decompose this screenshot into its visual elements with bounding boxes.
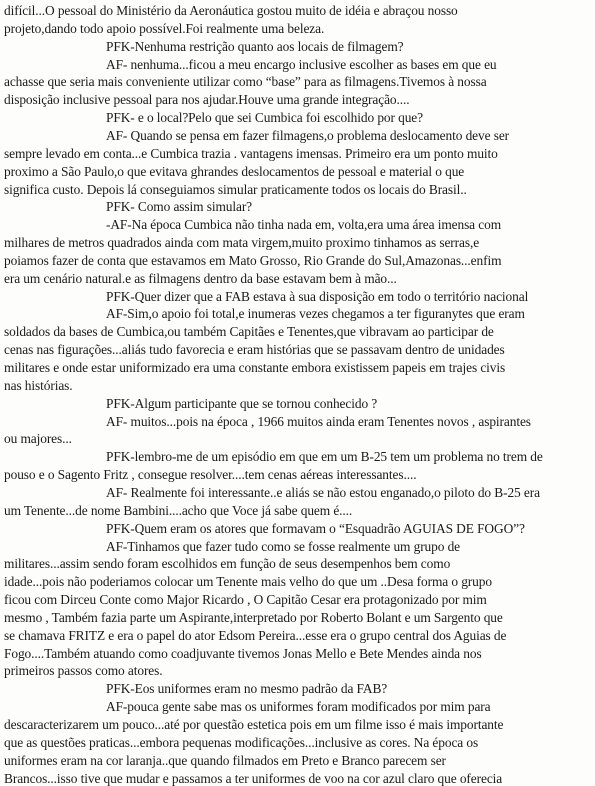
indented-text-line: AF-Tinhamos que fazer tudo como se fosse realmente um grupo de: [106, 538, 461, 554]
text-line: uniformes eram na cor laranja..que quando filmados em Preto e Branco parecem ser: [4, 752, 446, 768]
indented-text-line: AF-pouca gente sabe mas os uniformes foram modificados por mim para: [106, 699, 491, 715]
text-line: difícil...O pessoal do Ministério da Aeronáutica gostou muito de idéia e abraçou nosso: [4, 3, 458, 18]
indented-text-line: PFK-Eos uniformes eram no mesmo padrão da FAB?: [106, 681, 388, 697]
indented-text-line: AF-Sim,o apoio foi total,e inumeras vezes chegamos a ter figuranytes que eram: [106, 306, 525, 322]
text-line: pouso e o Sagento Fritz , consegue resolver....tem cenas aéreas interessantes....: [4, 467, 417, 483]
indented-text-line: PFK-Quer dizer que a FAB estava à sua disposição em todo o território nacional: [106, 288, 529, 304]
indented-text-line: AF- Realmente foi interessante..e aliás se não estou enganado,o piloto do B-25 era: [106, 484, 540, 500]
text-line: projeto,dando todo apoio possível.Foi realmente uma beleza.: [4, 20, 325, 36]
indented-text-line: PFK- e o local?Pelo que sei Cumbica foi escolhido por que?: [106, 110, 423, 126]
text-line: nas histórias.: [4, 377, 73, 393]
text-line: que as questões praticas...embora pequenas modificações...inclusive as cores. Na época os: [4, 734, 479, 750]
indented-text-line: AF- Quando se pensa em fazer filmagens,o problema deslocamento deve ser: [106, 127, 510, 143]
text-line: poiamos fazer de conta que estavamos em Mato Grosso, Rio Grande do Sul,Amazonas...enfim: [4, 252, 502, 268]
text-line: militares...assim sendo foram escolhidos em função de seus desempenhos bem como: [4, 556, 451, 572]
text-line: era um cenário natural.e as filmagens dentro da base estavam bem à mão...: [4, 270, 397, 286]
text-line: primeiros passos como atores.: [4, 663, 163, 679]
text-line: se chamava FRITZ e era o papel do ator Edsom Pereira...esse era o grupo central dos Aguias de: [4, 627, 507, 643]
text-line: Brancos...isso tive que mudar e passamos a ter uniformes de voo na cor azul claro que oferecia: [4, 770, 503, 786]
indented-text-line: AF- muitos...pois na época , 1966 muitos ainda eram Tenentes novos , aspirantes: [106, 413, 531, 429]
text-line: cenas nas figurações...aliás tudo favorecia e eram histórias que se passavam dentro de unidades: [4, 342, 505, 358]
indented-text-line: -AF-Na época Cumbica não tinha nada em, volta,era uma área imensa com: [106, 217, 502, 233]
text-line: idade...pois não poderiamos colocar um Tenente mais velho do que um ..Desa forma o grupo: [4, 574, 492, 590]
text-line: mesmo , Também fazia parte um Aspirante,interpretado por Roberto Bolant e um Sargento que: [4, 609, 503, 625]
indented-text-line: PFK-Quem eram os atores que formavam o “Esquadrão AGUIAS DE FOGO”?: [106, 520, 525, 536]
indented-text-line: PFK-Nenhuma restrição quanto aos locais de filmagem?: [106, 38, 404, 54]
indented-text-line: AF- nenhuma...ficou a meu encargo inclusive escolher as bases em que eu: [106, 56, 497, 72]
indented-text-line: PFK- Como assim simular?: [106, 199, 253, 215]
text-line: significa custo. Depois lá conseguiamos simular praticamente todos os locais do Brasil..: [4, 181, 467, 197]
indented-text-line: PFK-lembro-me de um episódio em que em um B-25 tem um problema no trem de: [106, 449, 543, 465]
text-line: ou majores...: [4, 431, 72, 447]
text-line: disposição inclusive pessoal para nos ajudar.Houve uma grande integração....: [4, 92, 410, 108]
text-line: ficou com Dirceu Conte como Major Ricardo , O Capitão Cesar era protagonizado por mim: [4, 592, 487, 608]
text-line: militares e onde estar uniformizado era uma constante embora existissem papeis em trajes civis: [4, 360, 506, 375]
text-line: Fogo....Também atuando como coadjuvante tivemos Jonas Mello e Bete Mendes ainda nos: [4, 645, 482, 661]
indented-text-line: PFK-Algum participante que se tornou conhecido ?: [106, 395, 378, 411]
text-line: um Tenente...de nome Bambini....acho que Voce já sabe quem é....: [4, 502, 353, 518]
text-line: sempre levado em conta...e Cumbica trazia . vantagens imensas. Primeiro era um ponto muito: [4, 145, 498, 161]
text-line: proximo a São Paulo,o que evitava ghrandes deslocamentos de pessoal e material o que: [4, 163, 465, 179]
text-line: achasse que seria mais conveniente utilizar como “base” para as filmagens.Tivemos à nossa: [4, 74, 487, 90]
text-line: descaracterizarem um pouco...até por questão estetica pois em um filme isso é mais importante: [4, 717, 504, 732]
text-line: milhares de metros quadrados ainda com mata virgem,muito proximo tinhamos as serras,e: [4, 235, 480, 251]
text-line: soldados da bases de Cumbica,ou também Capitães e Tenentes,que vibravam ao participar de: [4, 324, 494, 340]
